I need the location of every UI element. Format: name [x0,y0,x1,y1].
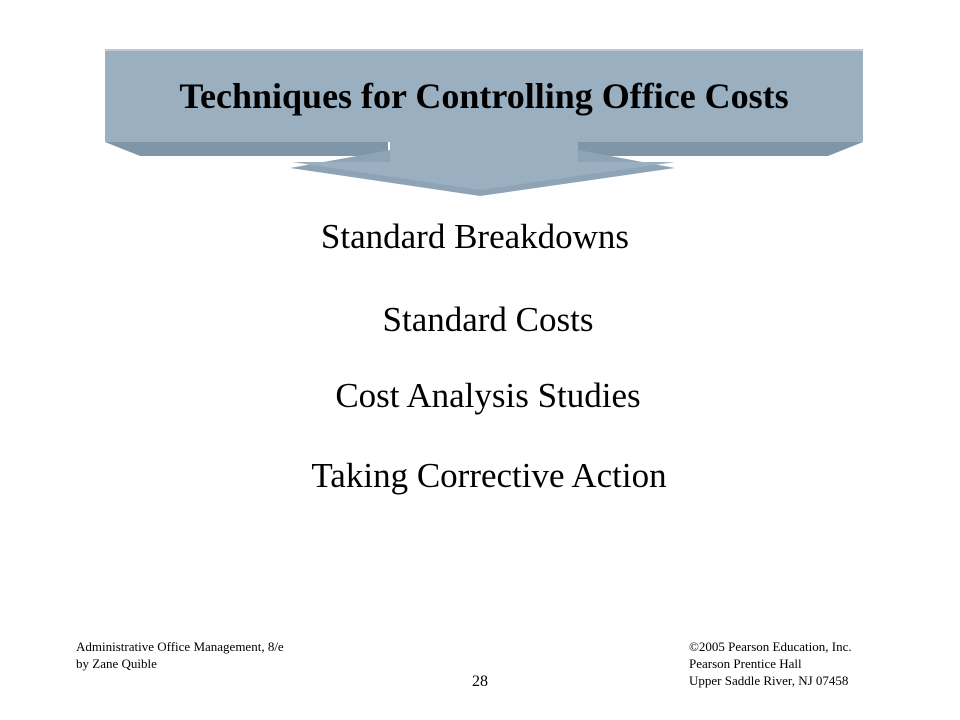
item-cost-analysis-studies: Cost Analysis Studies [335,376,641,415]
footer-copyright: ©2005 Pearson Education, Inc. [689,639,852,654]
footer-book-title: Administrative Office Management, 8/e [76,639,284,654]
title-banner [0,0,960,210]
footer-publisher-info [689,638,852,689]
page-number: 28 [472,673,488,690]
item-taking-corrective-action: Taking Corrective Action [311,456,667,495]
footer-publisher: Pearson Prentice Hall [689,656,802,671]
item-standard-breakdowns: Standard Breakdowns [320,217,630,256]
footer-address: Upper Saddle River, NJ 07458 [689,673,849,688]
footer-book-info [76,638,284,672]
item-standard-costs: Standard Costs [382,300,594,339]
slide-title: Techniques for Controlling Office Costs [179,76,789,116]
footer-author: by Zane Quible [76,656,157,671]
